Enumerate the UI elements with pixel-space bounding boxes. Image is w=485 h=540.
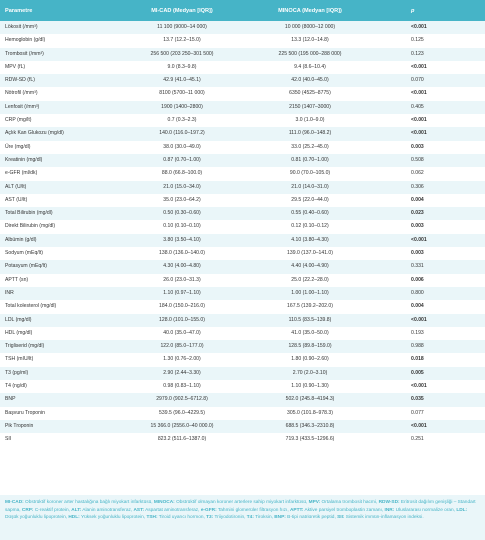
- parameter-cell: Lökosit (/mm³): [0, 21, 118, 34]
- table-row: [0, 327, 485, 340]
- minoca-value-cell: 225 500 (195 000–288 000): [246, 48, 374, 61]
- mi-cad-value-cell: 88.0 (66.8–100.0): [118, 167, 246, 180]
- mi-cad-value-cell: 8100 (5700–11 000): [118, 87, 246, 100]
- footnote-abbreviation: INR:: [384, 507, 395, 513]
- parameter-cell: Açlık Kan Glukozu (mg/dl): [0, 127, 118, 140]
- table-row: [0, 393, 485, 406]
- parameter-cell: Hemoglobin (g/dl): [0, 34, 118, 47]
- parameter-cell: Üre (mg/dl): [0, 141, 118, 154]
- footnote-abbreviation: RDW-SD:: [378, 500, 400, 505]
- parameter-cell: Trombosit (/mm³): [0, 48, 118, 61]
- p-value-cell: 0.077: [374, 407, 485, 420]
- footnote-abbreviation: SII:: [337, 515, 345, 520]
- table-row: [0, 220, 485, 233]
- p-value-cell: 0.125: [374, 34, 485, 47]
- footnote-definition: Obstrüktif koroner arter hastalığına bağlı miyokart infarktüsü,: [23, 500, 154, 505]
- minoca-value-cell: 9.4 (8.6–10.4): [246, 61, 374, 74]
- footnote-definition: B-tipi natriüretik peptid,: [285, 515, 338, 520]
- mi-cad-value-cell: 122.0 (85.0–177.0): [118, 340, 246, 353]
- mi-cad-value-cell: 2979.0 (902.5–6712.8): [118, 393, 246, 406]
- footnote-abbreviation: LDL:: [456, 507, 468, 513]
- footnote-definition: Sistemik immün-inflamasyon indeksi.: [344, 515, 424, 520]
- table-row: [0, 34, 485, 47]
- table-header-row: [0, 0, 485, 21]
- parameter-cell: Sodyum (mEq/lt): [0, 247, 118, 260]
- footnote-abbreviation: T4:: [246, 515, 254, 520]
- table-row: [0, 274, 485, 287]
- parameter-cell: Kreatinin (mg/dl): [0, 154, 118, 167]
- mi-cad-value-cell: 184.0 (150.0–216.0): [118, 300, 246, 313]
- table-row: [0, 353, 485, 366]
- parameter-cell: TSH (mIU/lt): [0, 353, 118, 366]
- minoca-value-cell: 111.0 (96.0–148.2): [246, 127, 374, 140]
- parameter-cell: Trigliserid (mg/dl): [0, 340, 118, 353]
- mi-cad-value-cell: 13.7 (12.2–15.0): [118, 34, 246, 47]
- mi-cad-value-cell: 38.0 (30.0–49.0): [118, 141, 246, 154]
- p-value-cell: 0.988: [374, 340, 485, 353]
- parameter-cell: Direkt Bilirubin (mg/dl): [0, 220, 118, 233]
- table-row: [0, 380, 485, 393]
- p-value-cell: 0.023: [374, 207, 485, 220]
- p-value-cell: 0.003: [374, 220, 485, 233]
- mi-cad-value-cell: 35.0 (23.0–64.2): [118, 194, 246, 207]
- footnote-definition: Tahmini glomerüler filtrasyon hızı,: [216, 507, 290, 513]
- footnote-definition: Aspartat aminotransferaz,: [144, 507, 201, 513]
- footnote-definition: Tiroksin,: [253, 515, 275, 520]
- table-row: [0, 234, 485, 247]
- footnote-definition: Uluslararası normalize oran,: [394, 507, 457, 513]
- p-value-cell: <0.001: [374, 420, 485, 433]
- minoca-value-cell: 4.10 (3.80–4.30): [246, 234, 374, 247]
- footnote-definition: Obstrüktif olmayan koroner arterlere sahip miyokart infarktüsü,: [174, 500, 309, 505]
- p-value-cell: <0.001: [374, 234, 485, 247]
- p-value-cell: <0.001: [374, 314, 485, 327]
- minoca-value-cell: 0.81 (0.70–1.00): [246, 154, 374, 167]
- mi-cad-value-cell: 2.90 (2.44–3.30): [118, 367, 246, 380]
- minoca-value-cell: 6350 (4525–8775): [246, 87, 374, 100]
- p-value-cell: 0.306: [374, 181, 485, 194]
- footnote-abbreviation: CRP:: [21, 507, 34, 513]
- table-row: [0, 167, 485, 180]
- p-value-cell: 0.508: [374, 154, 485, 167]
- parameter-cell: ALT (U/lt): [0, 181, 118, 194]
- table-row: [0, 314, 485, 327]
- mi-cad-value-cell: 0.10 (0.10–0.10): [118, 220, 246, 233]
- header-minoca: MINOCA (Medyan [IQR]): [246, 0, 374, 21]
- footnote-abbreviation: MINOCA:: [153, 500, 175, 505]
- table-row: [0, 300, 485, 313]
- table-row: [0, 207, 485, 220]
- footnote-abbreviation: MPV:: [308, 500, 321, 505]
- table-row: [0, 420, 485, 433]
- footnote-abbreviation: e-GFR:: [200, 507, 217, 513]
- table-row: [0, 21, 485, 34]
- mi-cad-value-cell: 1.10 (0.97–1.10): [118, 287, 246, 300]
- p-value-cell: <0.001: [374, 21, 485, 34]
- minoca-value-cell: 3.0 (1.0–9.0): [246, 114, 374, 127]
- p-value-cell: 0.004: [374, 194, 485, 207]
- parameter-cell: CRP (mg/lt): [0, 114, 118, 127]
- footnote-definition: Yüksek yoğunluklu lipoprotein,: [79, 515, 147, 520]
- footnote-definition: C-reaktif protein,: [33, 507, 72, 513]
- footnote-definition: Eritrosit dağılım genişliği – Standart sapma,: [5, 500, 476, 513]
- mi-cad-value-cell: 1.30 (0.76–2.00): [118, 353, 246, 366]
- minoca-value-cell: 139.0 (137.0–141.0): [246, 247, 374, 260]
- header-mi-cad: MI-CAD (Medyan [IQR]): [118, 0, 246, 21]
- minoca-value-cell: 167.5 (139.2–202.0): [246, 300, 374, 313]
- p-value-cell: <0.001: [374, 127, 485, 140]
- minoca-value-cell: 13.3 (12.0–14.8): [246, 34, 374, 47]
- footnote-definition: Alanin aminotransferaz,: [81, 507, 134, 513]
- table-row: [0, 260, 485, 273]
- footnote-abbreviation: HDL:: [68, 515, 80, 520]
- p-value-cell: <0.001: [374, 114, 485, 127]
- parameter-cell: Lenfosit (/mm³): [0, 101, 118, 114]
- header-parameter: Parametre: [0, 0, 118, 21]
- parameter-cell: MPV (fL): [0, 61, 118, 74]
- parameter-cell: SII: [0, 433, 118, 446]
- mi-cad-value-cell: 15 366.0 (2556.0–40 000.0): [118, 420, 246, 433]
- minoca-value-cell: 1.80 (0.90–2.60): [246, 353, 374, 366]
- footnote-definition: Ortalama trombosit hacmi,: [320, 500, 379, 505]
- parameter-cell: T3 (pg/ml): [0, 367, 118, 380]
- table-row: [0, 74, 485, 87]
- p-value-cell: 0.070: [374, 74, 485, 87]
- minoca-value-cell: 110.5 (83.5–139.8): [246, 314, 374, 327]
- minoca-value-cell: 33.0 (25.2–45.0): [246, 141, 374, 154]
- table-row: [0, 101, 485, 114]
- mi-cad-value-cell: 0.50 (0.30–0.60): [118, 207, 246, 220]
- table-row: [0, 407, 485, 420]
- mi-cad-value-cell: 42.9 (41.0–45.1): [118, 74, 246, 87]
- table-row: [0, 367, 485, 380]
- minoca-value-cell: 41.0 (35.0–50.0): [246, 327, 374, 340]
- footnote-abbreviation: APTT:: [289, 507, 304, 513]
- parameter-cell: Pik Troponin: [0, 420, 118, 433]
- minoca-value-cell: 719.3 (433.5–1296.6): [246, 433, 374, 446]
- parameter-cell: T4 (ng/dl): [0, 380, 118, 393]
- parameter-cell: Albümin (g/dl): [0, 234, 118, 247]
- parameter-cell: BNP: [0, 393, 118, 406]
- minoca-value-cell: 688.5 (346.3–2310.8): [246, 420, 374, 433]
- table-row: [0, 61, 485, 74]
- mi-cad-value-cell: 140.0 (116.0–197.2): [118, 127, 246, 140]
- p-value-cell: 0.005: [374, 367, 485, 380]
- p-value-cell: <0.001: [374, 380, 485, 393]
- parameter-cell: Başvuru Troponin: [0, 407, 118, 420]
- table-row: [0, 340, 485, 353]
- p-value-cell: 0.123: [374, 48, 485, 61]
- minoca-value-cell: 502.0 (245.8–4194.3): [246, 393, 374, 406]
- mi-cad-value-cell: 823.2 (511.6–1387.0): [118, 433, 246, 446]
- parameter-cell: AST (U/lt): [0, 194, 118, 207]
- parameter-cell: Potasyum (mEq/lt): [0, 260, 118, 273]
- mi-cad-value-cell: 0.98 (0.83–1.10): [118, 380, 246, 393]
- header-p-value: p: [374, 0, 485, 21]
- p-value-cell: 0.800: [374, 287, 485, 300]
- p-value-cell: 0.006: [374, 274, 485, 287]
- mi-cad-value-cell: 9.0 (8.3–9.8): [118, 61, 246, 74]
- mi-cad-value-cell: 0.7 (0.3–2.3): [118, 114, 246, 127]
- parameter-cell: APTT (sn): [0, 274, 118, 287]
- footnote-definition: Düşük yoğunluklu lipoprotein,: [5, 515, 69, 520]
- parameter-cell: HDL (mg/dl): [0, 327, 118, 340]
- p-value-cell: 0.003: [374, 141, 485, 154]
- footnote-definition: Tiroid uyarıcı hormon,: [157, 515, 207, 520]
- table-row: [0, 181, 485, 194]
- mi-cad-value-cell: 138.0 (136.0–140.0): [118, 247, 246, 260]
- table-row: [0, 287, 485, 300]
- mi-cad-value-cell: 26.0 (23.0–31.3): [118, 274, 246, 287]
- footnote-definition: Aktive parsiyel tromboplastin zamanı,: [303, 507, 385, 513]
- footnote-abbreviation: MI-CAD:: [5, 500, 24, 505]
- mi-cad-value-cell: 1900 (1400–2800): [118, 101, 246, 114]
- table-row: [0, 141, 485, 154]
- minoca-value-cell: 1.00 (1.00–1.10): [246, 287, 374, 300]
- footnote-abbreviation: BNP:: [274, 515, 286, 520]
- minoca-value-cell: 0.12 (0.10–0.12): [246, 220, 374, 233]
- parameter-cell: RDW-SD (fL): [0, 74, 118, 87]
- minoca-value-cell: 0.55 (0.40–0.60): [246, 207, 374, 220]
- mi-cad-value-cell: 21.0 (15.0–34.0): [118, 181, 246, 194]
- p-value-cell: 0.405: [374, 101, 485, 114]
- mi-cad-value-cell: 40.0 (35.0–47.0): [118, 327, 246, 340]
- mi-cad-value-cell: 0.87 (0.70–1.00): [118, 154, 246, 167]
- table-footnote: [0, 495, 485, 540]
- parameter-cell: Total Bilirubin (mg/dl): [0, 207, 118, 220]
- minoca-value-cell: 4.40 (4.00–4.90): [246, 260, 374, 273]
- mi-cad-value-cell: 256 500 (203 250–301 500): [118, 48, 246, 61]
- table-body: [0, 21, 485, 447]
- parameter-cell: Total kolesterol (mg/dl): [0, 300, 118, 313]
- minoca-value-cell: 25.0 (22.2–28.0): [246, 274, 374, 287]
- footnote-definition: Triiyodotironin,: [213, 515, 247, 520]
- table-row: [0, 247, 485, 260]
- footnote-abbreviation: TSH:: [146, 515, 158, 520]
- p-value-cell: <0.001: [374, 61, 485, 74]
- minoca-value-cell: 10 000 (8000–12 000): [246, 21, 374, 34]
- footnote-abbreviation: ALT:: [71, 507, 82, 513]
- p-value-cell: <0.001: [374, 87, 485, 100]
- mi-cad-value-cell: 11 100 (9000–14 000): [118, 21, 246, 34]
- table-row: [0, 127, 485, 140]
- minoca-value-cell: 2150 (1407–3000): [246, 101, 374, 114]
- p-value-cell: 0.193: [374, 327, 485, 340]
- parameter-cell: INR: [0, 287, 118, 300]
- parameter-cell: Nötrofil (/mm³): [0, 87, 118, 100]
- minoca-value-cell: 42.0 (40.0–45.0): [246, 74, 374, 87]
- minoca-value-cell: 21.0 (14.0–31.0): [246, 181, 374, 194]
- table-row: [0, 114, 485, 127]
- table-row: [0, 194, 485, 207]
- minoca-value-cell: 128.5 (89.8–159.0): [246, 340, 374, 353]
- p-value-cell: 0.004: [374, 300, 485, 313]
- mi-cad-value-cell: 128.0 (101.0–155.0): [118, 314, 246, 327]
- p-value-cell: 0.251: [374, 433, 485, 446]
- mi-cad-value-cell: 3.80 (3.50–4.10): [118, 234, 246, 247]
- minoca-value-cell: 2.70 (2.0–3.10): [246, 367, 374, 380]
- p-value-cell: 0.018: [374, 353, 485, 366]
- footnote-abbreviation: AST:: [133, 507, 145, 513]
- minoca-value-cell: 90.0 (70.0–105.0): [246, 167, 374, 180]
- footnote-abbreviation: T3:: [206, 515, 214, 520]
- mi-cad-value-cell: 539.5 (96.0–4229.5): [118, 407, 246, 420]
- table-row: [0, 433, 485, 446]
- minoca-value-cell: 1.10 (0.90–1.30): [246, 380, 374, 393]
- parameter-cell: LDL (mg/dl): [0, 314, 118, 327]
- p-value-cell: 0.331: [374, 260, 485, 273]
- parameter-cell: e-GFR (ml/dk): [0, 167, 118, 180]
- minoca-value-cell: 29.5 (22.0–44.0): [246, 194, 374, 207]
- p-value-cell: 0.035: [374, 393, 485, 406]
- table-row: [0, 154, 485, 167]
- table-row: [0, 87, 485, 100]
- table-row: [0, 48, 485, 61]
- p-value-cell: 0.062: [374, 167, 485, 180]
- mi-cad-value-cell: 4.30 (4.00–4.80): [118, 260, 246, 273]
- p-value-cell: 0.003: [374, 247, 485, 260]
- minoca-value-cell: 305.0 (101.8–978.3): [246, 407, 374, 420]
